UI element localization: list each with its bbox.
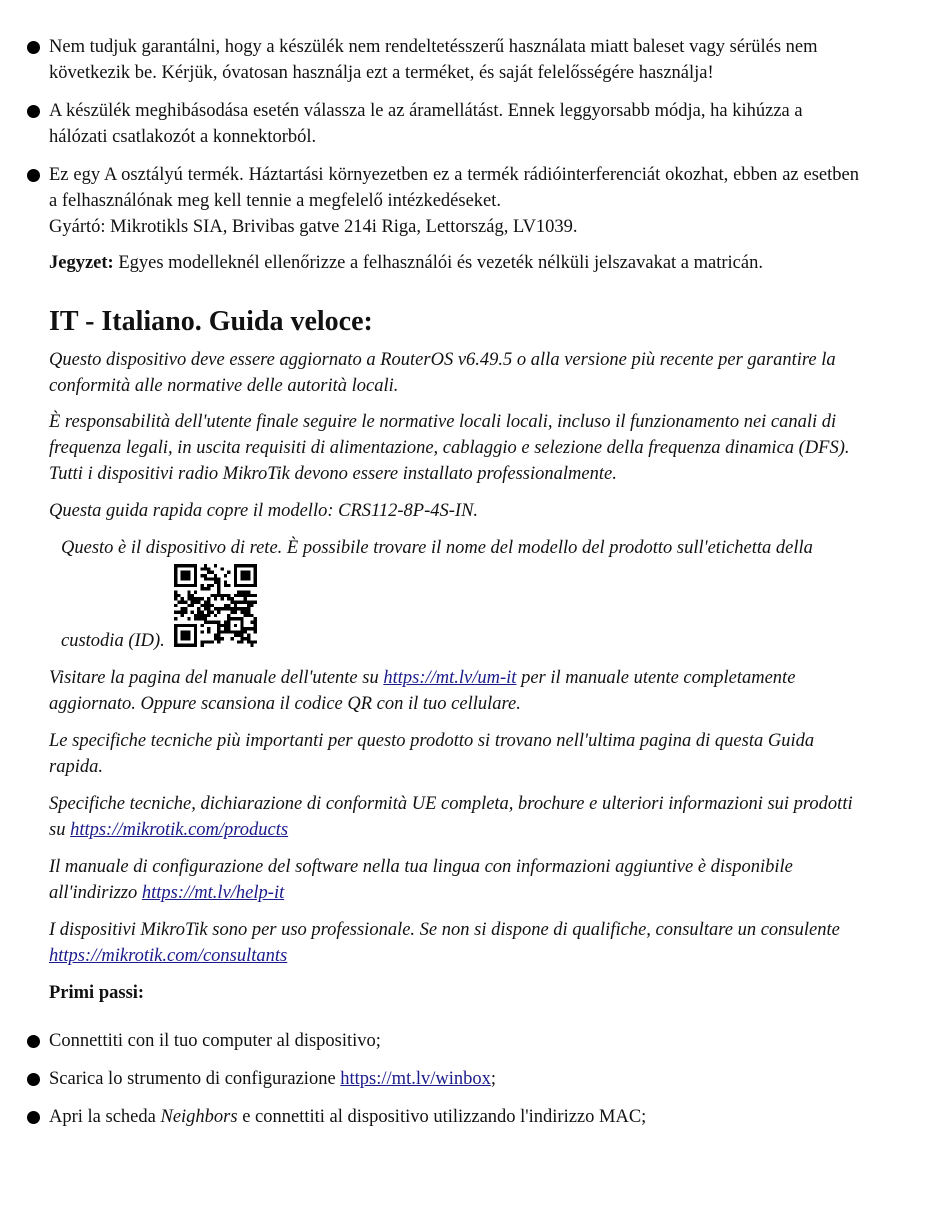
- step-text-after: ;: [490, 1069, 497, 1089]
- section-heading: IT - Italiano. Guida veloce:: [49, 306, 373, 337]
- neighbors-tab-name: Neighbors: [160, 1107, 238, 1127]
- paragraph-user-manual: [49, 665, 861, 717]
- manufacturer-text: Gyártó: Mikrotikls SIA, Brivibas gatve 214i Riga, Lettország, LV1039.: [49, 217, 578, 237]
- paragraph-device-line2: custodia (ID).: [61, 631, 165, 651]
- first-steps-heading: [49, 980, 861, 1006]
- step-text-after: e connettiti al dispositivo utilizzando l'indirizzo MAC;: [237, 1107, 647, 1127]
- user-manual-text-after: per il manuale utente completamente aggiornato. Oppure scansiona il codice QR con il tuo cellulare.: [49, 668, 796, 714]
- help-link[interactable]: https://mt.lv/help-it: [141, 883, 285, 903]
- products-link[interactable]: https://mikrotik.com/products: [70, 820, 289, 840]
- paragraph-products: [49, 791, 861, 843]
- bullet-dot: [27, 1035, 40, 1048]
- qr-code: [174, 564, 257, 647]
- help-text: Il manuale di configurazione del software nella tua lingua con informazioni aggiuntive è disponibile all'indirizzo: [49, 857, 793, 903]
- paragraph-routeros: Questo dispositivo deve essere aggiornato a RouterOS v6.49.5 o alla versione più recente per garantire la conformità alle normative delle autorità locali.: [49, 350, 836, 396]
- paragraph-specs: Le specifiche tecniche più importanti per questo prodotto si trovano nell'ultima pagina di questa Guida rapida.: [49, 731, 815, 777]
- step-text: [49, 1066, 859, 1092]
- consultants-link[interactable]: https://mikrotik.com/consultants: [49, 946, 288, 966]
- step-text-before: Scarica lo strumento di configurazione: [49, 1069, 341, 1089]
- paragraph-responsibility: È responsabilità dell'utente finale seguire le normative locali locali, incluso il funzionamento nei canali di frequenza legali, in uscita requisiti di alimentazione, cablaggio e selezione della frequenza dinamica (DFS). Tutti i dispositivi radio MikroTik devono essere installato professionalmente.: [49, 412, 850, 484]
- step-text: [49, 1104, 859, 1130]
- bullet-dot: [27, 1111, 40, 1124]
- consultants-text: I dispositivi MikroTik sono per uso professionale. Se non si dispone di qualifiche, consultare un consulente: [49, 920, 840, 940]
- bullet-dot: [27, 169, 40, 182]
- paragraph-consultants: [49, 917, 861, 969]
- bullet-dot: [27, 105, 40, 118]
- paragraph-help: [49, 854, 861, 906]
- bullet-dot: [27, 41, 40, 54]
- note-paragraph: [49, 250, 861, 276]
- bullet-text: Ez egy A osztályú termék. Háztartási környezetben ez a termék rádióinterferenciát okozhat, ebben az esetben a felhasználónak meg kell tennie a megfelelő intézkedéseket.: [49, 165, 859, 211]
- user-manual-text: Visitare la pagina del manuale dell'utente su: [49, 668, 384, 688]
- paragraph-model: Questa guida rapida copre il modello: CRS112-8P-4S-IN.: [49, 501, 479, 521]
- note-text: Egyes modelleknél ellenőrizze a felhasználói és vezeték nélküli jelszavakat a matricán.: [113, 253, 763, 273]
- step-text: Connettiti con il tuo computer al dispositivo;: [49, 1031, 381, 1051]
- winbox-link[interactable]: https://mt.lv/winbox: [340, 1069, 491, 1089]
- bullet-dot: [27, 1073, 40, 1086]
- products-text: Specifiche tecniche, dichiarazione di conformità UE completa, brochure e ulteriori informazioni sui prodotti su: [49, 794, 853, 840]
- user-manual-link[interactable]: https://mt.lv/um-it: [383, 668, 517, 688]
- step-text-before: Apri la scheda: [49, 1107, 161, 1127]
- bullet-text: Nem tudjuk garantálni, hogy a készülék nem rendeltetésszerű használata miatt baleset vagy sérülés nem következik be. Kérjük, óvatosan használja ezt a terméket, és saját felelősségére használja!: [49, 37, 818, 83]
- first-steps-label: Primi passi:: [49, 983, 145, 1003]
- note-label: Jegyzet:: [49, 253, 114, 273]
- bullet-text: A készülék meghibásodása esetén válassza le az áramellátást. Ennek leggyorsabb módja, ha kihúzza a hálózati csatlakozót a konnektorból.: [49, 101, 803, 147]
- paragraph-device-line1: Questo è il dispositivo di rete. È possibile trovare il nome del modello del prodotto sull'etichetta della: [61, 538, 813, 558]
